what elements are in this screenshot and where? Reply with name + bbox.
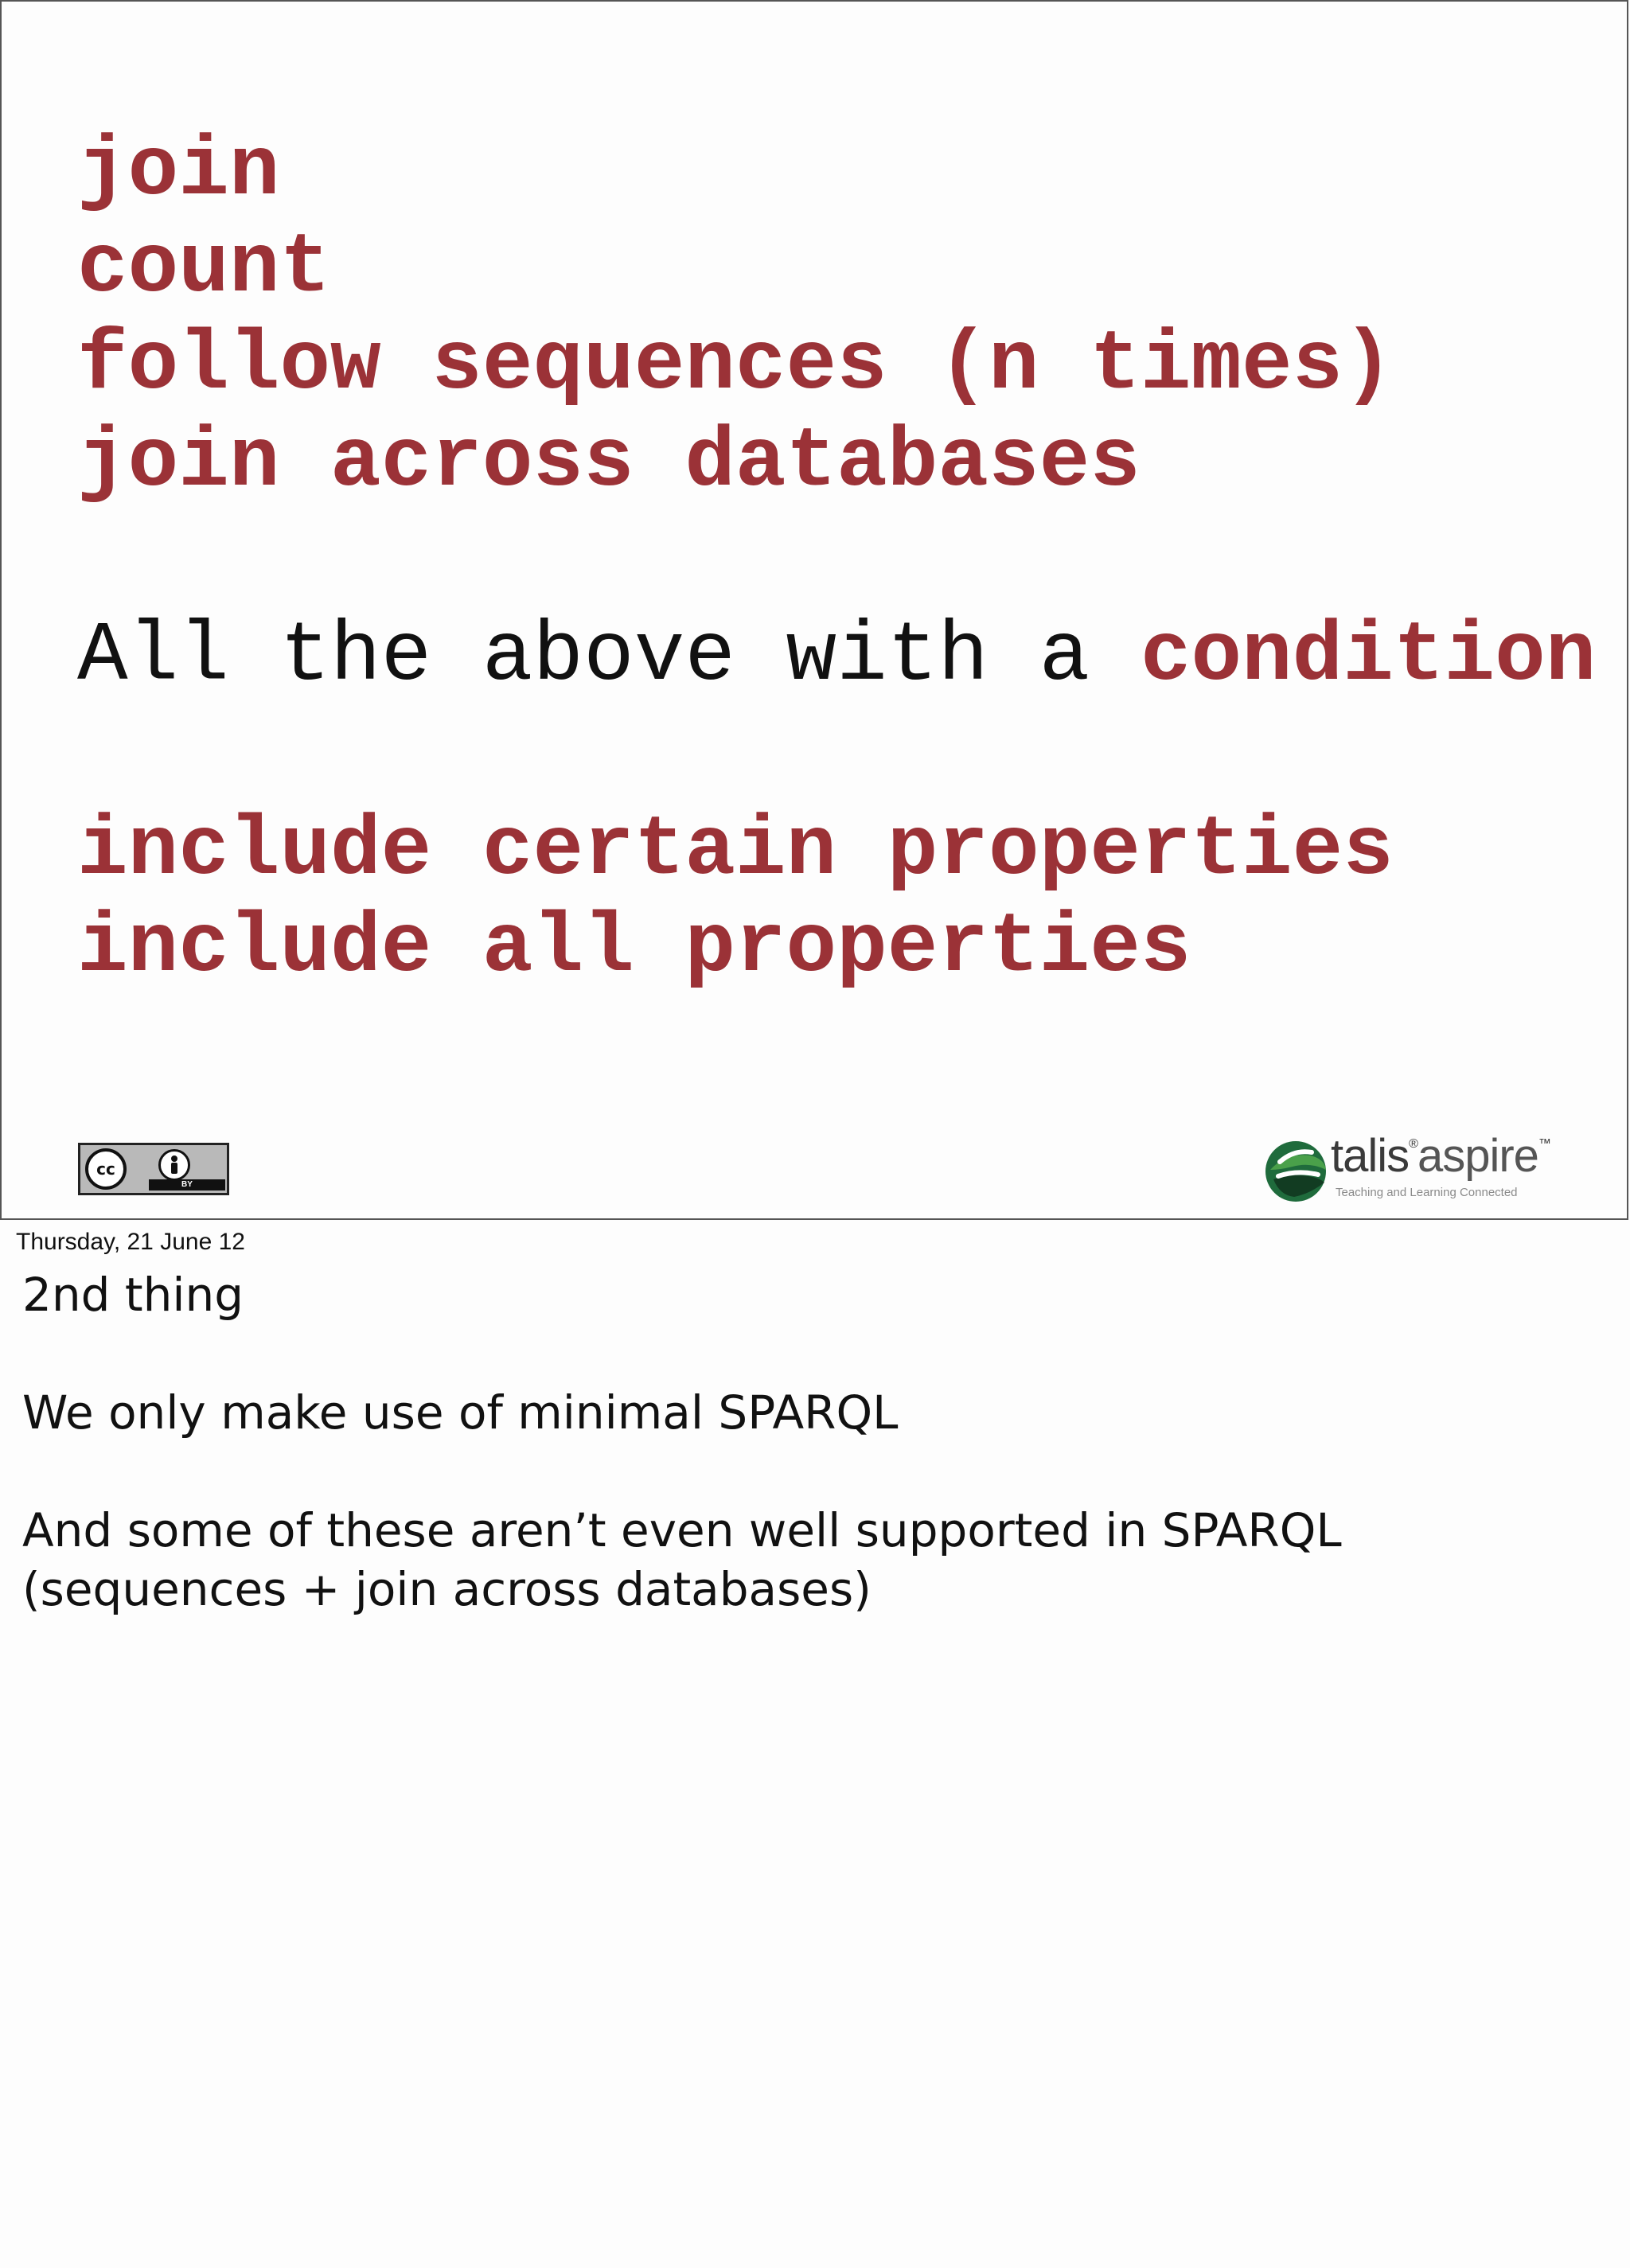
cc-icon: cc bbox=[85, 1148, 127, 1190]
logo-registered: ® bbox=[1409, 1137, 1417, 1151]
notes-spacer bbox=[22, 1442, 1606, 1501]
slide-date: Thursday, 21 June 12 bbox=[16, 1229, 245, 1255]
operation-follow-sequences: follow sequences (n times) bbox=[77, 318, 1394, 413]
notes-spacer bbox=[22, 1324, 1606, 1383]
talis-aspire-logo bbox=[1262, 1132, 1565, 1211]
notes-heading: 2nd thing bbox=[22, 1268, 244, 1322]
property-line-certain: include certain properties bbox=[77, 803, 1394, 898]
notes-line-sequences-join: (sequences + join across databases) bbox=[22, 1562, 872, 1616]
logo-tagline: Teaching and Learning Connected bbox=[1336, 1186, 1518, 1199]
operation-count: count bbox=[77, 220, 331, 316]
logo-trademark: ™ bbox=[1538, 1137, 1550, 1151]
condition-line bbox=[77, 609, 1597, 704]
creative-commons-badge bbox=[78, 1143, 229, 1195]
condition-line-emphasis: condition bbox=[1140, 609, 1597, 704]
logo-aspire: aspire bbox=[1417, 1130, 1538, 1182]
by-label: BY bbox=[149, 1179, 225, 1191]
logo-talis: talis bbox=[1331, 1130, 1410, 1182]
operation-join: join bbox=[77, 123, 280, 219]
logo-wordmark bbox=[1331, 1130, 1550, 1182]
condition-line-prefix: All the above with a bbox=[77, 609, 1141, 704]
talis-globe-icon bbox=[1262, 1138, 1329, 1205]
property-line-all: include all properties bbox=[77, 900, 1191, 996]
speaker-notes bbox=[22, 1265, 1606, 1619]
operation-join-across-databases: join across databases bbox=[77, 415, 1141, 510]
attribution-person-icon bbox=[158, 1149, 190, 1181]
notes-line-not-well-supported: And some of these aren’t even well supported in SPARQL bbox=[22, 1503, 1342, 1557]
notes-line-minimal-sparql: We only make use of minimal SPARQL bbox=[22, 1385, 899, 1440]
